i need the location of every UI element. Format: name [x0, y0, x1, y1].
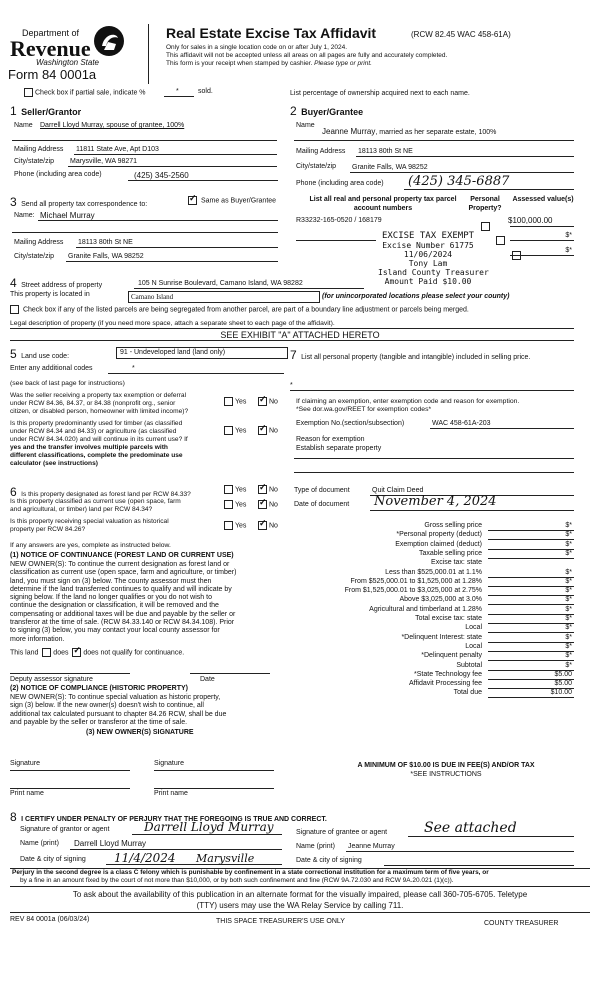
- tax-row-value[interactable]: $*: [565, 661, 572, 669]
- tax-row-label: Excise tax: state: [431, 559, 482, 567]
- notice-continuance-line: signing below. If the land no longer qualifies or you do not wish to: [10, 594, 212, 602]
- tax-row-label: *Delinquent penalty: [421, 652, 482, 660]
- tax-row-value[interactable]: $*: [565, 615, 572, 622]
- claim-note-2: *See dor.wa.gov/REET for exemption codes*: [296, 406, 432, 413]
- assessed-value-1[interactable]: $100,000.00: [508, 216, 553, 225]
- additional-codes-value[interactable]: *: [132, 365, 135, 372]
- buyer-csz[interactable]: Granite Falls, WA 98252: [352, 164, 428, 171]
- notice-continuance-line: compensating or additional taxes will be due and payable by the seller or: [10, 610, 236, 618]
- grantor-print-label: Name (print): [20, 840, 59, 847]
- land-does-not-checkbox[interactable]: [72, 648, 81, 657]
- perjury-line-2: by a fine in an amount fixed by the court of not more than $10,000, or by both such confinement and fine (RCW 9A.72.030 and RCW 9A.20.021 (1)(c)).: [20, 877, 454, 884]
- landuse-heading: 5 Land use code:: [10, 347, 70, 361]
- revenue-logo-text: Revenue: [10, 36, 91, 61]
- notice-continuance-line: more information.: [10, 635, 65, 643]
- historic-yes-checkbox[interactable]: [224, 521, 233, 530]
- buyer-heading: 2 Buyer/Grantee: [290, 104, 364, 118]
- grantor-sign-date[interactable]: 11/4/2024: [114, 851, 176, 865]
- historic-no-checkbox[interactable]: [258, 521, 267, 530]
- doc-type-value[interactable]: Quit Claim Deed: [372, 487, 424, 494]
- reason-label: Reason for exemption: [296, 436, 365, 443]
- personal-property-checkbox-1[interactable]: [481, 222, 490, 231]
- tax-row-value[interactable]: $*: [565, 568, 572, 576]
- parcel-header: List all real and personal property tax parcel account numbers: [309, 196, 457, 212]
- exemption-no-checkbox[interactable]: [258, 397, 267, 406]
- timber-question: Is this property predominantly used for timber (as classified under RCW 84.34 and 84.33) or agriculture (as classified under RCW 84.34.020) and will continue in its current use? If yes and the transfer involves multiple parcels with different classifications, complete the predominate use calculator (see instructions): [10, 420, 188, 467]
- parcel-number[interactable]: R33232-165-0520 / 168179: [296, 217, 382, 224]
- historic-no: ✓ No: [258, 521, 278, 530]
- treasurer-space-label: THIS SPACE TREASURER'S USE ONLY: [216, 918, 345, 925]
- partial-sold-label: sold.: [198, 88, 213, 95]
- notice-compliance-line: sign (3) below. If the new owner(s) doesn't wish to continue, all: [10, 702, 204, 710]
- stamp-line-2: Excise Number 61775: [382, 241, 474, 250]
- seller-name[interactable]: Darrell Lloyd Murray, spouse of grantee, 100%: [40, 122, 185, 129]
- form-number: Form 84 0001a: [8, 67, 97, 82]
- partial-sale-checkbox[interactable]: [24, 88, 33, 97]
- exemption-question: Was the seller receiving a property tax exemption or deferral under RCW 84.36, 84.37, or 84.38 (nonprofit org., senior citizen, or disabled person, homeowner with limited income)?: [10, 392, 189, 415]
- this-land-row: This land does ✓ does not qualify for continuance.: [10, 648, 184, 657]
- notice-compliance-head: (2) NOTICE OF COMPLIANCE (HISTORIC PROPERTY): [10, 685, 188, 692]
- seller-csz[interactable]: Marysville, WA 98271: [70, 158, 138, 165]
- timber-no: ✓ No: [258, 426, 278, 435]
- corr-addr[interactable]: 18113 80th St NE: [78, 239, 133, 246]
- forest-question-1: 6 Is this property designated as forest land per RCW 84.33?: [10, 485, 191, 499]
- form-title-rcw: (RCW 82.45 WAC 458-61A): [411, 30, 511, 39]
- notice-compliance-text: [10, 694, 226, 727]
- doc-date-value[interactable]: November 4, 2024: [374, 494, 497, 509]
- grantee-sig-label: Signature of grantee or agent: [296, 829, 388, 836]
- tax-row-label: From $1,525,000.01 to $3,025,000 at 2.75%: [344, 587, 482, 595]
- corr-addr-label: Mailing Address: [14, 239, 64, 246]
- tax-row-value[interactable]: $*: [565, 531, 572, 539]
- forest-no-checkbox[interactable]: [258, 485, 267, 494]
- same-as-buyer-checkbox[interactable]: [188, 196, 197, 205]
- exemption-no: ✓ No: [258, 397, 278, 406]
- claim-note-1: If claiming an exemption, enter exemption code and reason for exemption.: [296, 398, 520, 405]
- buyer-csz-label: City/state/zip: [296, 163, 337, 170]
- located-in-label: This property is located in: [10, 291, 90, 298]
- new-owner-sig-head: (3) NEW OWNER(S) SIGNATURE: [86, 729, 194, 736]
- tax-row-value[interactable]: $*: [565, 605, 572, 613]
- tax-row-label: Above $3,025,000 at 3.0%: [399, 596, 482, 604]
- timber-yes-checkbox[interactable]: [224, 426, 233, 435]
- tax-row-value[interactable]: $*: [565, 596, 572, 604]
- notice-continuance-line: to signing (3) below, you may contact your local county assessor for: [10, 627, 220, 635]
- tax-row-label: Local: [465, 624, 482, 632]
- tax-row-value[interactable]: $*: [565, 624, 572, 632]
- stamp-line-5: Island County Treasurer: [378, 268, 489, 277]
- legal-description-label: Legal description of property (if you need more space, attach a separate sheet to each page of the affidavit).: [10, 320, 335, 327]
- stamp-line-6: Amount Paid $10.00: [384, 277, 472, 286]
- buyer-addr-label: Mailing Address: [296, 148, 346, 155]
- assessed-value-3[interactable]: $*: [565, 247, 572, 254]
- tax-row-value[interactable]: $*: [565, 642, 572, 650]
- revenue-logo-icon: [92, 24, 126, 58]
- tax-row-value[interactable]: $*: [565, 587, 572, 595]
- tax-row-label: Less than $525,000.01 at 1.1%: [385, 568, 482, 576]
- deputy-date-label: Date: [200, 676, 215, 683]
- owner-sig-label-1: Signature: [10, 760, 40, 767]
- current-use-question: Is this property classified as current use (open space, farm and agricultural, or timber) land per RCW 84.34?: [10, 498, 181, 513]
- perjury-line-1: Perjury in the second degree is a class C felony which is punishable by confinement in a state correctional institution for a maximum term of five years, or: [12, 869, 489, 876]
- tax-row-value[interactable]: $10.00: [550, 689, 572, 697]
- corr-name-label: Name:: [14, 212, 35, 219]
- buyer-addr[interactable]: 18113 80th St NE: [358, 148, 413, 155]
- legal-exhibit[interactable]: SEE EXHIBIT "A" ATTACHED HERETO: [220, 330, 380, 340]
- see-instructions-note: *SEE INSTRUCTIONS: [410, 771, 482, 778]
- notice-continuance-line: NEW OWNER(S): To continue the current designation as forest land or: [10, 561, 230, 568]
- seller-heading: 1 Seller/Grantor: [10, 104, 82, 118]
- grantee-print-label: Name (print): [296, 843, 335, 850]
- personal-heading: 7 List all personal property (tangible and intangible) included in selling price.: [290, 348, 531, 362]
- availability-line-1: To ask about the availability of this publication in an alternate format for the visually impaired, please call 360-705-6705. Teletype: [72, 890, 528, 899]
- notice-continuance-line: land, you must sign on (3) below. The county assessor must then: [10, 577, 212, 585]
- seller-addr[interactable]: 11811 State Ave, Apt D103: [76, 146, 159, 153]
- land-does-checkbox[interactable]: [42, 648, 51, 657]
- timber-yes: Yes: [224, 426, 246, 435]
- grantee-signature[interactable]: See attached: [424, 820, 517, 836]
- owner-sig-label-2: Signature: [154, 760, 184, 767]
- corr-csz[interactable]: Granite Falls, WA 98252: [68, 253, 144, 260]
- notice-continuance-line: determine if the land transferred continues to qualify and will indicate by: [10, 585, 232, 593]
- additional-codes-label: Enter any additional codes: [10, 365, 93, 372]
- grantee-print-name[interactable]: Jeanne Murray: [348, 843, 395, 850]
- seller-name-label: Name: [14, 122, 33, 129]
- forest-yes-checkbox[interactable]: [224, 485, 233, 494]
- seller-addr-label: Mailing Address: [14, 146, 64, 153]
- tax-row-label: Taxable selling price: [418, 549, 482, 557]
- see-back-note: (see back of last page for instructions): [10, 380, 125, 387]
- tax-row-label: *Delinquent Interest: state: [401, 633, 482, 641]
- seller-csz-label: City/state/zip: [14, 158, 55, 165]
- street-address[interactable]: 105 N Sunrise Boulevard, Camano Island, WA 98282: [138, 280, 303, 287]
- owner-print-label-2: Print name: [154, 790, 188, 797]
- dept-label: Department of: [22, 28, 80, 38]
- personal-value[interactable]: *: [290, 382, 293, 389]
- corr-heading: 3 Send all property tax correspondence to:: [10, 195, 148, 209]
- segregated-checkbox[interactable]: [10, 305, 19, 314]
- notice-continuance-line: classification as current use (open space, farm and agriculture, or timber): [10, 569, 237, 577]
- corr-csz-label: City/state/zip: [14, 253, 55, 260]
- owner-print-label-1: Print name: [10, 790, 44, 797]
- tax-row-label: Gross selling price: [424, 522, 482, 529]
- treasurer-stamp: [378, 231, 489, 286]
- buyer-phone[interactable]: (425) 345-6887: [408, 174, 510, 189]
- assessed-value-2[interactable]: $*: [565, 232, 572, 239]
- landuse-value: 91 - Undeveloped land (land only): [120, 349, 226, 356]
- buyer-name-label: Name: [296, 122, 315, 129]
- seller-phone-label: Phone (including area code): [14, 171, 102, 178]
- partial-sale-row: Check box if partial sale, indicate %: [24, 88, 146, 97]
- partial-sale-value[interactable]: *: [176, 88, 179, 95]
- tax-row-label: Agricultural and timberland at 1.28%: [369, 605, 482, 613]
- assessed-value-header: Assessed value(s): [512, 196, 574, 203]
- tax-row-value[interactable]: $*: [565, 540, 572, 548]
- timber-no-checkbox[interactable]: [258, 426, 267, 435]
- state-label: Washington State: [36, 58, 100, 67]
- tax-row-value[interactable]: $5.00: [554, 670, 572, 678]
- located-in-note: (for unincorporated locations please select your county): [322, 293, 510, 300]
- tax-row-label: Total excise tax: state: [415, 615, 482, 622]
- grantee-date-label: Date & city of signing: [296, 857, 362, 864]
- certify-heading: 8 I CERTIFY UNDER PENALTY OF PERJURY THAT THE FOREGOING IS TRUE AND CORRECT.: [10, 810, 327, 824]
- stamp-line-1: EXCISE TAX EXEMPT: [381, 231, 475, 241]
- exemption-yes-checkbox[interactable]: [224, 397, 233, 406]
- if-yes-note: If any answers are yes, complete as instructed below.: [10, 542, 171, 549]
- tax-row-label: From $525,000.01 to $1,525,000 at 1.28%: [350, 577, 482, 585]
- located-in-value: Camano Island: [131, 293, 174, 301]
- forest-no: ✓ No: [258, 485, 278, 494]
- tax-row-value[interactable]: $*: [565, 577, 572, 585]
- list-pct-note: List percentage of ownership acquired next to each name.: [290, 90, 470, 97]
- historic-yes: Yes: [224, 521, 246, 530]
- tax-row-value[interactable]: $5.00: [554, 680, 572, 688]
- buyer-phone-label: Phone (including area code): [296, 180, 384, 187]
- grantor-sig-label: Signature of grantor or agent: [20, 826, 110, 833]
- tax-row-value[interactable]: $*: [565, 549, 572, 557]
- deputy-sig-label: Deputy assessor signature: [10, 676, 93, 683]
- stamp-line-3: 11/06/2024: [403, 250, 453, 259]
- historic-question: Is this property receiving special valuation as historical property per RCW 84.26?: [10, 518, 169, 533]
- forest-yes: Yes: [224, 485, 246, 494]
- notice-continuance-line: continue the designation or classification, it will be removed and the: [10, 602, 219, 610]
- current-use-yes-checkbox[interactable]: [224, 500, 233, 509]
- street-heading: 4 Street address of property: [10, 276, 103, 290]
- personal-property-checkbox-2[interactable]: [496, 236, 505, 245]
- tax-row-label: Subtotal: [456, 661, 482, 669]
- notice-continuance-head: (1) NOTICE OF CONTINUANCE (FOREST LAND OR CURRENT USE): [10, 552, 234, 559]
- tax-row-label: Local: [465, 642, 482, 650]
- notice-continuance-line: transferor at the time of sale. (RCW 84.33.140 or RCW 84.34.108). Prior: [10, 619, 235, 627]
- form-title: Real Estate Excise Tax Affidavit: [166, 25, 377, 41]
- minimum-fee-note: A MINIMUM OF $10.00 IS DUE IN FEE(S) AND/OR TAX: [357, 762, 535, 769]
- exemption-yes: Yes: [224, 397, 246, 406]
- personal-property-header: Personal Property?: [468, 196, 502, 212]
- exemption-code[interactable]: WAC 458-61A-203: [432, 420, 491, 427]
- notice-compliance-line: and payable by the seller or transferor at the time of sale.: [10, 718, 188, 726]
- header-note-1: Only for sales in a single location code on or after July 1, 2024.: [166, 44, 348, 51]
- current-use-no-checkbox[interactable]: [258, 500, 267, 509]
- tax-row-value[interactable]: $*: [565, 522, 572, 529]
- current-use-yes: Yes: [224, 500, 246, 509]
- header-note-3: This form is your receipt when stamped by cashier. Please type or print.: [166, 60, 372, 67]
- availability-line-2: (TTY) users may use the WA Relay Service by calling 711.: [196, 901, 404, 910]
- grantor-signature[interactable]: Darrell Lloyd Murray: [144, 820, 274, 834]
- reason-value[interactable]: Establish separate property: [296, 445, 382, 452]
- buyer-name[interactable]: Jeanne Murray, married as her separate estate, 100%: [322, 127, 497, 136]
- form-revision: REV 84 0001a (06/03/24): [10, 916, 90, 923]
- exemption-no-label: Exemption No.(section/subsection): [296, 420, 405, 427]
- notice-continuance-text: [10, 561, 236, 644]
- corr-same-row: ✓ Same as Buyer/Grantee: [188, 196, 276, 205]
- seller-phone[interactable]: (425) 345-2560: [134, 171, 189, 180]
- corr-name[interactable]: Michael Murray: [40, 211, 95, 220]
- header-note-2: This affidavit will not be accepted unless all areas on all pages are fully and accurately completed.: [166, 52, 448, 59]
- tax-row-value[interactable]: $*: [565, 633, 572, 641]
- grantor-date-label: Date & city of signing: [20, 856, 86, 863]
- tax-row-label: *State Technology fee: [414, 670, 482, 678]
- grantor-print-name[interactable]: Darrell Lloyd Murray: [74, 839, 147, 848]
- stamp-line-4: Tony Lam: [408, 259, 448, 268]
- doc-date-label: Date of document: [294, 501, 350, 508]
- doc-type-label: Type of document: [294, 487, 350, 494]
- current-use-no: ✓ No: [258, 500, 278, 509]
- county-treasurer-label: COUNTY TREASURER: [484, 920, 559, 927]
- segregated-row: Check box if any of the listed parcels are being segregated from another parcel, are part of a boundary line adjustment or parcels being merged.: [10, 305, 469, 314]
- tax-row-label: Total due: [453, 689, 482, 697]
- tax-row-label: *Personal property (deduct): [396, 531, 482, 539]
- tax-row-label: Exemption claimed (deduct): [395, 540, 482, 548]
- tax-row-label: Affidavit Processing fee: [408, 680, 482, 688]
- notice-compliance-line: NEW OWNER(S): To continue special valuation as historic property,: [10, 694, 221, 701]
- tax-row-value[interactable]: $*: [565, 652, 572, 660]
- grantor-sign-city[interactable]: Marysville: [196, 852, 255, 865]
- notice-compliance-line: additional tax calculated pursuant to chapter 84.26 RCW, shall be due: [10, 710, 227, 718]
